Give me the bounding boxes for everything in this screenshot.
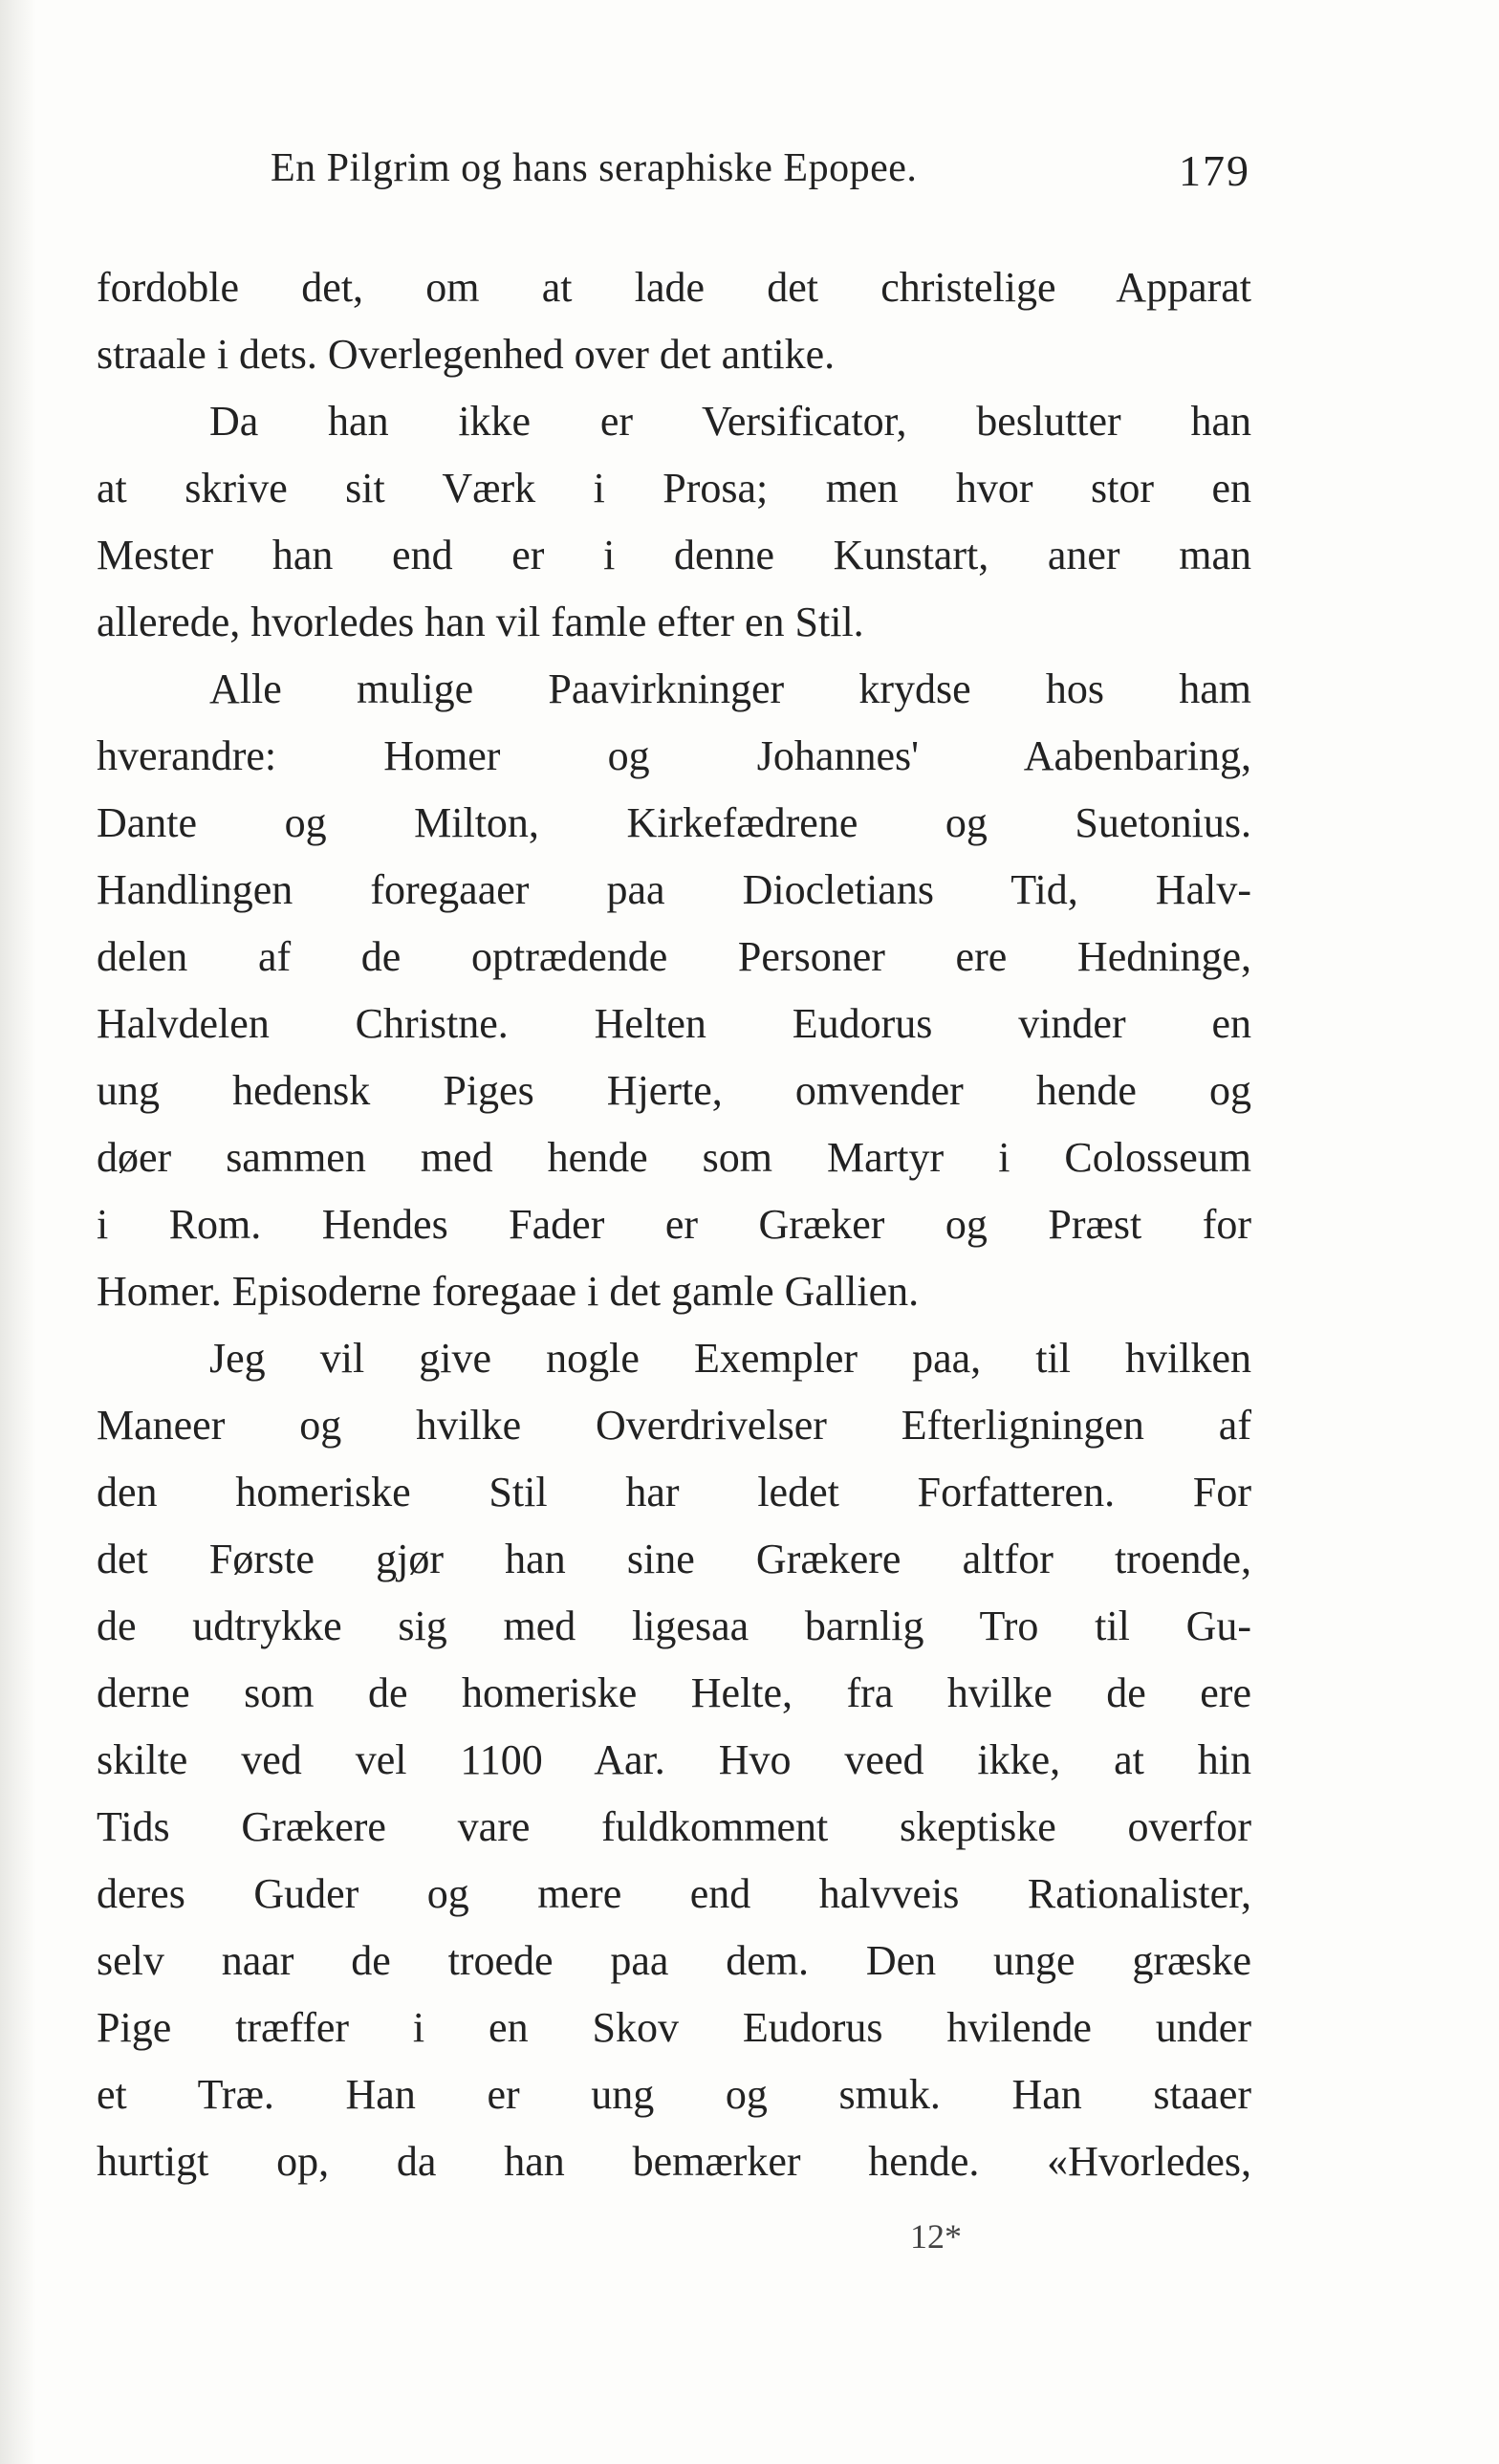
text-line: Dante og Milton, Kirkefædrene og Suetonius. bbox=[97, 799, 1251, 846]
text-line: at skrive sit Værk i Prosa; men hvor stor en bbox=[97, 465, 1251, 512]
text-line: Da han ikke er Versificator, beslutter han bbox=[209, 398, 1251, 445]
text-line: delen af de optrædende Personer ere Hedninge, bbox=[97, 933, 1251, 980]
text-line: et Træ. Han er ung og smuk. Han staaer bbox=[97, 2071, 1251, 2118]
text-line: skilte ved vel 1100 Aar. Hvo veed ikke, at hin bbox=[97, 1736, 1251, 1783]
text-line: Pige træffer i en Skov Eudorus hvilende under bbox=[97, 2004, 1251, 2051]
text-line: hverandre: Homer og Johannes' Aabenbaring, bbox=[97, 732, 1251, 779]
text-line: hurtigt op, da han bemærker hende. «Hvorledes, bbox=[97, 2138, 1251, 2185]
text-line: straale i dets. Overlegenhed over det antike. bbox=[97, 331, 836, 378]
running-header bbox=[271, 145, 1250, 203]
body-text bbox=[97, 254, 1251, 2195]
text-line: de udtrykke sig med ligesaa barnlig Tro til Gu- bbox=[97, 1603, 1251, 1649]
text-line: derne som de homeriske Helte, fra hvilke de ere bbox=[97, 1669, 1251, 1716]
text-line: Mester han end er i denne Kunstart, aner man bbox=[97, 532, 1251, 578]
text-line: den homeriske Stil har ledet Forfatteren. For bbox=[97, 1469, 1251, 1515]
text-line: Handlingen foregaaer paa Diocletians Tid, Halv- bbox=[97, 866, 1251, 913]
text-line: allerede, hvorledes han vil famle efter en Stil. bbox=[97, 599, 864, 645]
text-line: selv naar de troede paa dem. Den unge græske bbox=[97, 1937, 1251, 1984]
text-line: ung hedensk Piges Hjerte, omvender hende og bbox=[97, 1067, 1251, 1114]
text-line: døer sammen med hende som Martyr i Colosseum bbox=[97, 1134, 1251, 1181]
page-edge-shadow bbox=[0, 0, 36, 2464]
page-number: 179 bbox=[1179, 146, 1250, 195]
text-line: Homer. Episoderne foregaae i det gamle Gallien. bbox=[97, 1268, 920, 1315]
text-line: deres Guder og mere end halvveis Rationalister, bbox=[97, 1870, 1251, 1917]
text-line: Jeg vil give nogle Exempler paa, til hvilken bbox=[209, 1335, 1251, 1382]
text-line: Halvdelen Christne. Helten Eudorus vinder en bbox=[97, 1000, 1251, 1047]
text-line: fordoble det, om at lade det christelige Apparat bbox=[97, 264, 1251, 311]
text-line: Alle mulige Paavirkninger krydse hos ham bbox=[209, 665, 1251, 712]
text-line: i Rom. Hendes Fader er Græker og Præst for bbox=[97, 1201, 1251, 1248]
text-line: Tids Grækere vare fuldkomment skeptiske overfor bbox=[97, 1803, 1251, 1850]
text-line: Maneer og hvilke Overdrivelser Efterligningen af bbox=[97, 1402, 1251, 1449]
signature-mark: 12* bbox=[910, 2217, 962, 2256]
text-line: det Første gjør han sine Grækere altfor troende, bbox=[97, 1536, 1251, 1582]
running-title: En Pilgrim og hans seraphiske Epopee. bbox=[271, 146, 918, 190]
